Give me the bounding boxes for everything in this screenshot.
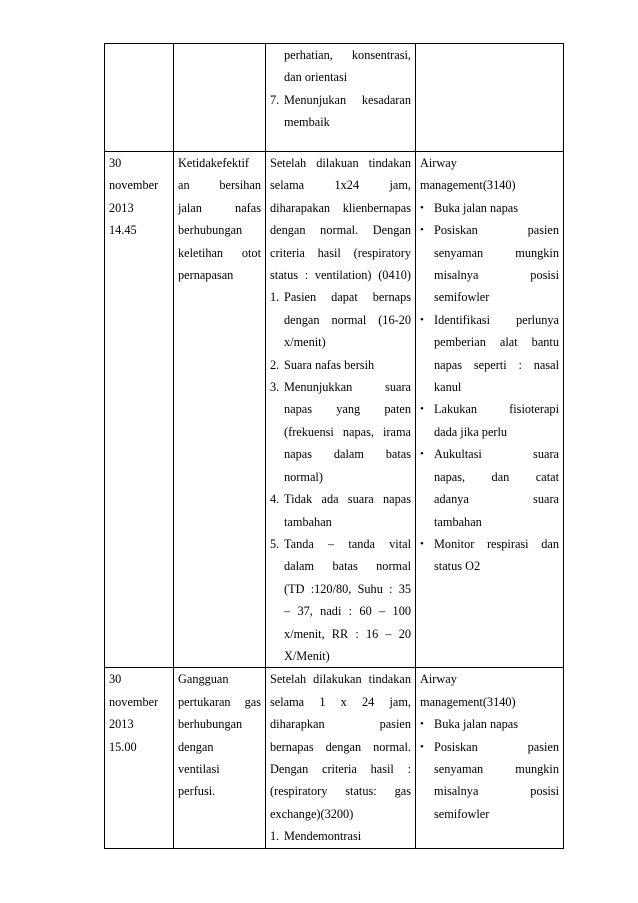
text-line: ventilasi	[178, 761, 220, 776]
date-month: november	[109, 694, 159, 709]
criteria-item	[270, 376, 411, 488]
date-time: 15.00	[109, 739, 137, 754]
text-line: keletihan otot	[178, 245, 261, 260]
text-line: kanul	[434, 380, 462, 395]
text-line: Buka jalan napas	[434, 717, 519, 732]
text-line: senyaman mungkin	[434, 245, 559, 260]
nursing-care-plan-table	[104, 43, 564, 849]
text-line: selama 1x24 jam,	[270, 178, 411, 193]
date-month: november	[109, 178, 159, 193]
table-row	[105, 668, 564, 848]
diagnosis-cell	[174, 668, 266, 848]
date-cell	[105, 668, 174, 848]
text-line: pertukaran gas	[178, 694, 261, 709]
text-line: diharapkan pasien	[270, 717, 411, 732]
text-line: bernapas dengan normal.	[270, 739, 411, 754]
criteria-continuation	[270, 44, 411, 89]
text-line: (frekuensi napas, irama	[284, 424, 411, 439]
item-number: 2.	[270, 357, 280, 372]
criteria-item	[270, 533, 411, 667]
text-line: adanya suara	[434, 492, 559, 507]
intervention-item	[420, 533, 559, 578]
text-line: Identifikasi perlunya	[434, 312, 559, 327]
text-line: semifowler	[434, 806, 490, 821]
text-line: Lakukan fisioterapi	[434, 402, 559, 417]
item-number: 3.	[270, 380, 280, 395]
intervention-title: management(3140)	[420, 178, 516, 193]
diagnosis-cell	[174, 44, 266, 152]
text-line: dengan normal (16-20	[284, 312, 411, 327]
bullet-icon: •	[420, 448, 424, 461]
text-line: berhubungan	[178, 717, 243, 732]
intervention-item	[420, 713, 559, 735]
text-line: semifowler	[434, 290, 490, 305]
bullet-icon: •	[420, 201, 424, 214]
text-line: napas seperti : nasal	[434, 357, 559, 372]
text-line: tambahan	[284, 514, 332, 529]
table-row	[105, 152, 564, 668]
criteria-cell	[266, 668, 416, 848]
text-line: criteria hasil (respiratory	[270, 245, 411, 260]
text-line: status O2	[434, 559, 481, 574]
criteria-item	[270, 89, 411, 134]
intervention-item	[420, 219, 559, 309]
text-line: Monitor respirasi dan	[434, 536, 559, 551]
intervention-cell	[416, 44, 564, 152]
text-line: pemberian alat bantu	[434, 335, 559, 350]
date-day: 30	[109, 672, 122, 687]
date-day: 30	[109, 156, 122, 170]
item-number: 1.	[270, 829, 280, 844]
item-number: 5.	[270, 536, 280, 551]
date-cell	[105, 44, 174, 152]
text-line: Dengan criteria hasil :	[270, 761, 411, 776]
text-line: Posiskan pasien	[434, 739, 559, 754]
text-line: pernapasan	[178, 268, 234, 283]
criteria-item	[270, 825, 411, 847]
text-line: perhatian, konsentrasi,	[284, 48, 411, 62]
criteria-cell	[266, 44, 416, 152]
text-line: (respiratory status: gas	[270, 784, 411, 799]
intervention-item	[420, 309, 559, 399]
text-line: – 37, nadi : 60 – 100	[284, 604, 411, 619]
bullet-icon: •	[420, 403, 424, 416]
text-line: X/Menit)	[284, 648, 330, 663]
item-number: 7.	[270, 92, 280, 107]
bullet-icon: •	[420, 718, 424, 731]
text-line: x/menit, RR : 16 – 20	[284, 626, 411, 641]
text-line: Tidak ada suara napas	[284, 492, 411, 507]
criteria-intro	[270, 152, 411, 286]
text-line: an bersihan	[178, 178, 261, 193]
item-number: 4.	[270, 492, 280, 507]
text-line: tambahan	[434, 514, 482, 529]
text-line: dada jika perlu	[434, 424, 508, 439]
text-line: perfusi.	[178, 784, 216, 799]
text-line: exchange)(3200)	[270, 806, 354, 821]
text-line: napas dalam batas	[284, 447, 411, 462]
text-line: jalan nafas	[178, 200, 261, 215]
text-line: misalnya posisi	[434, 784, 559, 799]
date-cell	[105, 152, 174, 668]
intervention-item	[420, 736, 559, 826]
text-line: Aukultasi suara	[434, 447, 559, 462]
text-line: napas, dan catat	[434, 469, 559, 484]
text-line: senyaman mungkin	[434, 761, 559, 776]
criteria-item	[270, 354, 411, 376]
text-line: Pasien dapat bernaps	[284, 290, 411, 305]
text-line: diharapakan klienbernapas	[270, 200, 411, 215]
text-line: Gangguan	[178, 672, 229, 687]
bullet-icon: •	[420, 740, 424, 753]
intervention-item	[420, 197, 559, 219]
table-row	[105, 44, 564, 152]
text-line: dengan normal. Dengan	[270, 223, 411, 238]
text-line: Setelah dilakukan tindakan	[270, 672, 411, 687]
text-line: selama 1 x 24 jam,	[270, 694, 411, 709]
text-line: membaik	[284, 115, 330, 130]
date-year: 2013	[109, 717, 134, 732]
intervention-title: Airway	[420, 156, 457, 170]
text-line: dengan	[178, 739, 214, 754]
intervention-cell	[416, 152, 564, 668]
text-line: Mendemontrasi	[284, 829, 362, 844]
criteria-item	[270, 286, 411, 353]
text-line: dalam batas normal	[284, 559, 411, 574]
text-line: normal)	[284, 469, 323, 484]
diagnosis-cell	[174, 152, 266, 668]
bullet-icon: •	[420, 537, 424, 550]
criteria-item	[270, 488, 411, 533]
text-line: Suara nafas bersih	[284, 357, 375, 372]
text-line: Posiskan pasien	[434, 223, 559, 238]
text-line: Ketidakefektif	[178, 156, 250, 170]
text-line: (TD :120/80, Suhu : 35	[284, 581, 411, 596]
text-line: Buka jalan napas	[434, 200, 519, 215]
criteria-intro	[270, 668, 411, 825]
criteria-cell	[266, 152, 416, 668]
date-year: 2013	[109, 200, 134, 215]
item-number: 1.	[270, 290, 280, 305]
intervention-title: Airway	[420, 672, 457, 687]
text-line: berhubungan	[178, 223, 243, 238]
intervention-item	[420, 398, 559, 443]
bullet-icon: •	[420, 224, 424, 237]
text-line: Menunjukkan suara	[284, 380, 411, 395]
text-line: x/menit)	[284, 335, 326, 350]
intervention-title: management(3140)	[420, 694, 516, 709]
text-line: Setelah dilakuan tindakan	[270, 156, 411, 170]
date-time: 14.45	[109, 223, 137, 238]
text-line: Menunjukan kesadaran	[284, 92, 411, 107]
text-line: misalnya posisi	[434, 268, 559, 283]
text-line: Tanda – tanda vital	[284, 536, 411, 551]
text-line: status : ventilation) (0410)	[270, 268, 411, 283]
text-line: dan orientasi	[284, 70, 348, 85]
intervention-item	[420, 443, 559, 533]
intervention-cell	[416, 668, 564, 848]
bullet-icon: •	[420, 313, 424, 326]
text-line: napas yang paten	[284, 402, 411, 417]
